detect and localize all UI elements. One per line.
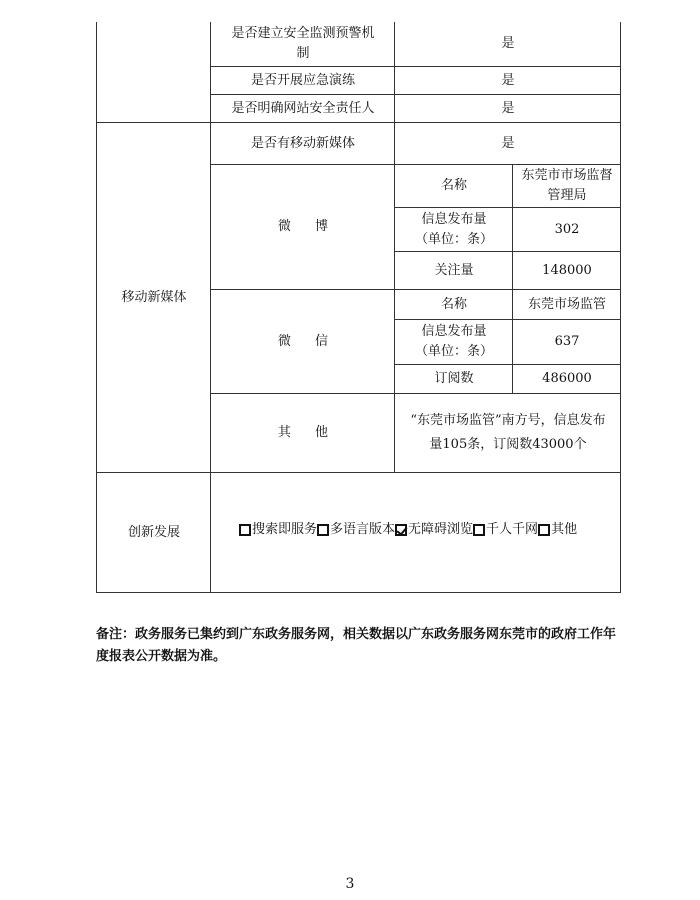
checkbox-checked-icon[interactable] — [395, 524, 407, 536]
weibo-posts-value: 302 — [512, 207, 621, 251]
wechat-posts-label: 信息发布量（单位：条） — [394, 319, 513, 364]
checkbox-icon[interactable] — [473, 524, 485, 536]
footnote: 备注：政务服务已集约到广东政务服务网，相关数据以广东政务服务网东莞市的政府工作年度报表公开数据为准。 — [96, 627, 617, 664]
wechat-label: 微 信 — [210, 289, 395, 393]
row-label-monitoring: 是否建立安全监测预警机制 — [210, 22, 395, 66]
mobile-section-label: 移动新媒体 — [96, 122, 211, 472]
wechat-name-value: 东莞市场监管 — [512, 289, 621, 319]
other-value: “东莞市场监管”南方号，信息发布量105条，订阅数43000个 — [394, 393, 621, 472]
page-number: 3 — [345, 876, 355, 892]
weibo-followers-value: 148000 — [512, 251, 621, 289]
has-mobile-value: 是 — [394, 122, 621, 164]
row-label-drill: 是否开展应急演练 — [210, 66, 395, 94]
innovation-label: 创新发展 — [96, 472, 211, 593]
wechat-subs-label: 订阅数 — [394, 364, 513, 393]
checkbox-label: 搜索即服务 — [252, 522, 318, 537]
wechat-subs-value: 486000 — [512, 364, 621, 393]
weibo-name-value: 东莞市市场监督管理局 — [512, 164, 621, 207]
weibo-posts-label: 信息发布量（单位：条） — [394, 207, 513, 251]
row-value-responsible: 是 — [394, 94, 621, 122]
checkbox-label: 千人千网 — [486, 522, 539, 537]
row-value-monitoring: 是 — [394, 22, 621, 66]
wechat-posts-value: 637 — [512, 319, 621, 364]
checkbox-icon[interactable] — [317, 524, 329, 536]
has-mobile-label: 是否有移动新媒体 — [210, 122, 395, 164]
row-value-drill: 是 — [394, 66, 621, 94]
checkbox-label: 无障碍浏览 — [408, 522, 474, 537]
weibo-followers-label: 关注量 — [394, 251, 513, 289]
table-right-border — [620, 22, 621, 593]
checkbox-icon[interactable] — [538, 524, 550, 536]
wechat-name-label: 名称 — [394, 289, 513, 319]
weibo-label: 微 博 — [210, 164, 395, 289]
weibo-name-label: 名称 — [394, 164, 513, 207]
table-bottom-border — [96, 592, 621, 593]
checkbox-icon[interactable] — [239, 524, 251, 536]
checkbox-label: 其他 — [551, 522, 578, 537]
row-label-responsible: 是否明确网站安全责任人 — [210, 94, 395, 122]
other-label: 其 他 — [210, 393, 395, 472]
innovation-options — [210, 472, 621, 593]
section-cell-top — [96, 22, 211, 122]
checkbox-label: 多语言版本 — [330, 522, 396, 537]
